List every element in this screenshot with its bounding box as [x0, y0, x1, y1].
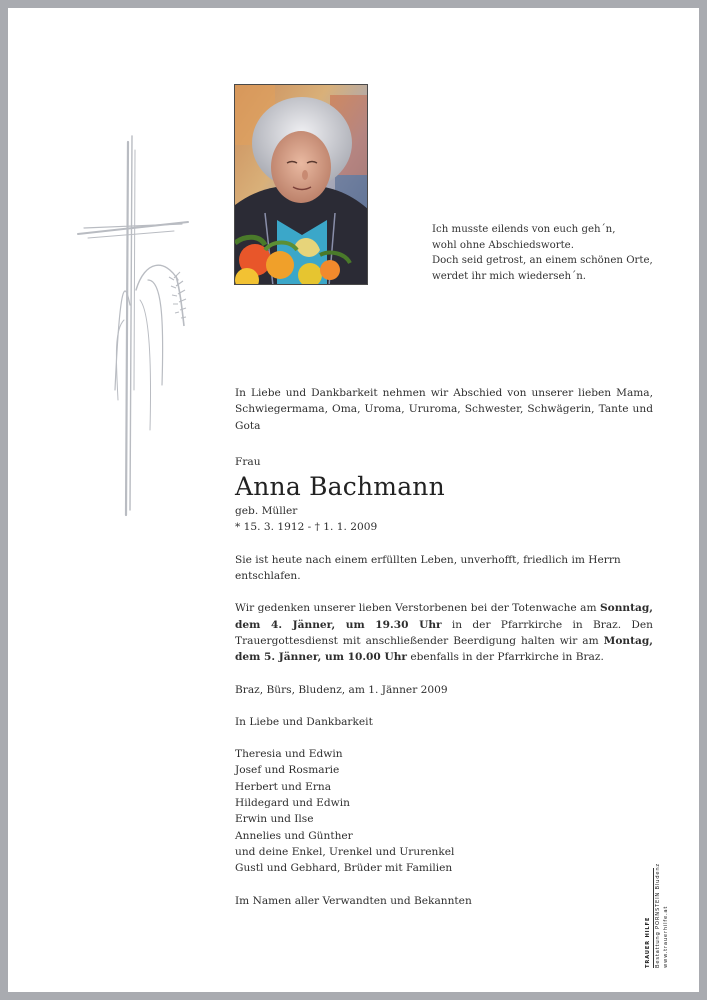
funeral-home-logo	[645, 863, 675, 968]
cross-icon	[70, 130, 210, 525]
final-line: Im Namen aller Verwandten und Bekannten	[235, 894, 472, 907]
logo-text: Bestattung PORNSTEIN Bludenz	[655, 863, 661, 968]
family-list	[235, 746, 653, 876]
life-dates: * 15. 3. 1912 - † 1. 1. 2009	[235, 521, 378, 534]
service-info	[235, 600, 653, 665]
family-member: und deine Enkel, Urenkel und Ururenkel	[235, 845, 455, 858]
family-member: Herbert und Erna	[235, 780, 332, 793]
poem	[432, 222, 672, 284]
service-text-2: in der Pfarrkirche in Braz. Den Trauergottesdienst mit anschließender Beerdigung halten wir am	[235, 618, 653, 647]
family-member: Hildegard und Edwin	[235, 797, 350, 810]
intro-text: In Liebe und Dankbarkeit nehmen wir Abschied von unserer lieben Mama, Schwiegermama, Oma, Uroma, Ururoma, Schwester, Schwägerin, Tante und Gota	[235, 387, 653, 432]
funeral-date: Montag, dem 5. Jänner, um 10.00 Uhr	[235, 634, 653, 664]
poem-line: Doch seid getrost, an einem schönen Orte,	[432, 255, 653, 267]
family-member: Theresia und Edwin	[235, 748, 343, 761]
poem-line: werdet ihr mich wiederseh´n.	[432, 270, 586, 282]
family-member: Erwin und Ilse	[235, 813, 314, 826]
family-member: Annelies und Günther	[235, 829, 353, 842]
poem-line: wohl ohne Abschiedsworte.	[432, 239, 574, 251]
place-date: Braz, Bürs, Bludenz, am 1. Jänner 2009	[235, 683, 448, 696]
closing-line: In Liebe und Dankbarkeit	[235, 715, 373, 728]
service-text-1: Wir gedenken unserer lieben Verstorbenen bei der Totenwache am	[235, 602, 601, 615]
portrait-photo	[234, 84, 368, 285]
family-member: Josef und Rosmarie	[235, 764, 340, 777]
logo-text: www.trauerhilfe.at	[663, 905, 669, 968]
service-text-3: ebenfalls in der Pfarrkirche in Braz.	[406, 651, 604, 664]
obituary-text	[235, 385, 653, 909]
poem-line: Ich musste eilends von euch geh´n,	[432, 224, 616, 235]
maiden-name: geb. Müller	[235, 505, 298, 518]
passing-text: Sie ist heute nach einem erfüllten Leben, unverhofft, friedlich im Herrn entschlafen.	[235, 553, 621, 583]
logo-divider	[653, 868, 654, 968]
logo-text: TRAUER HILFE	[645, 916, 651, 968]
family-member: Gustl und Gebhard, Brüder mit Familien	[235, 862, 453, 875]
deceased-name: Anna Bachmann	[235, 472, 445, 502]
salutation: Frau	[235, 455, 261, 468]
wake-date: Sonntag, dem 4. Jänner, um 19.30 Uhr	[235, 602, 653, 631]
